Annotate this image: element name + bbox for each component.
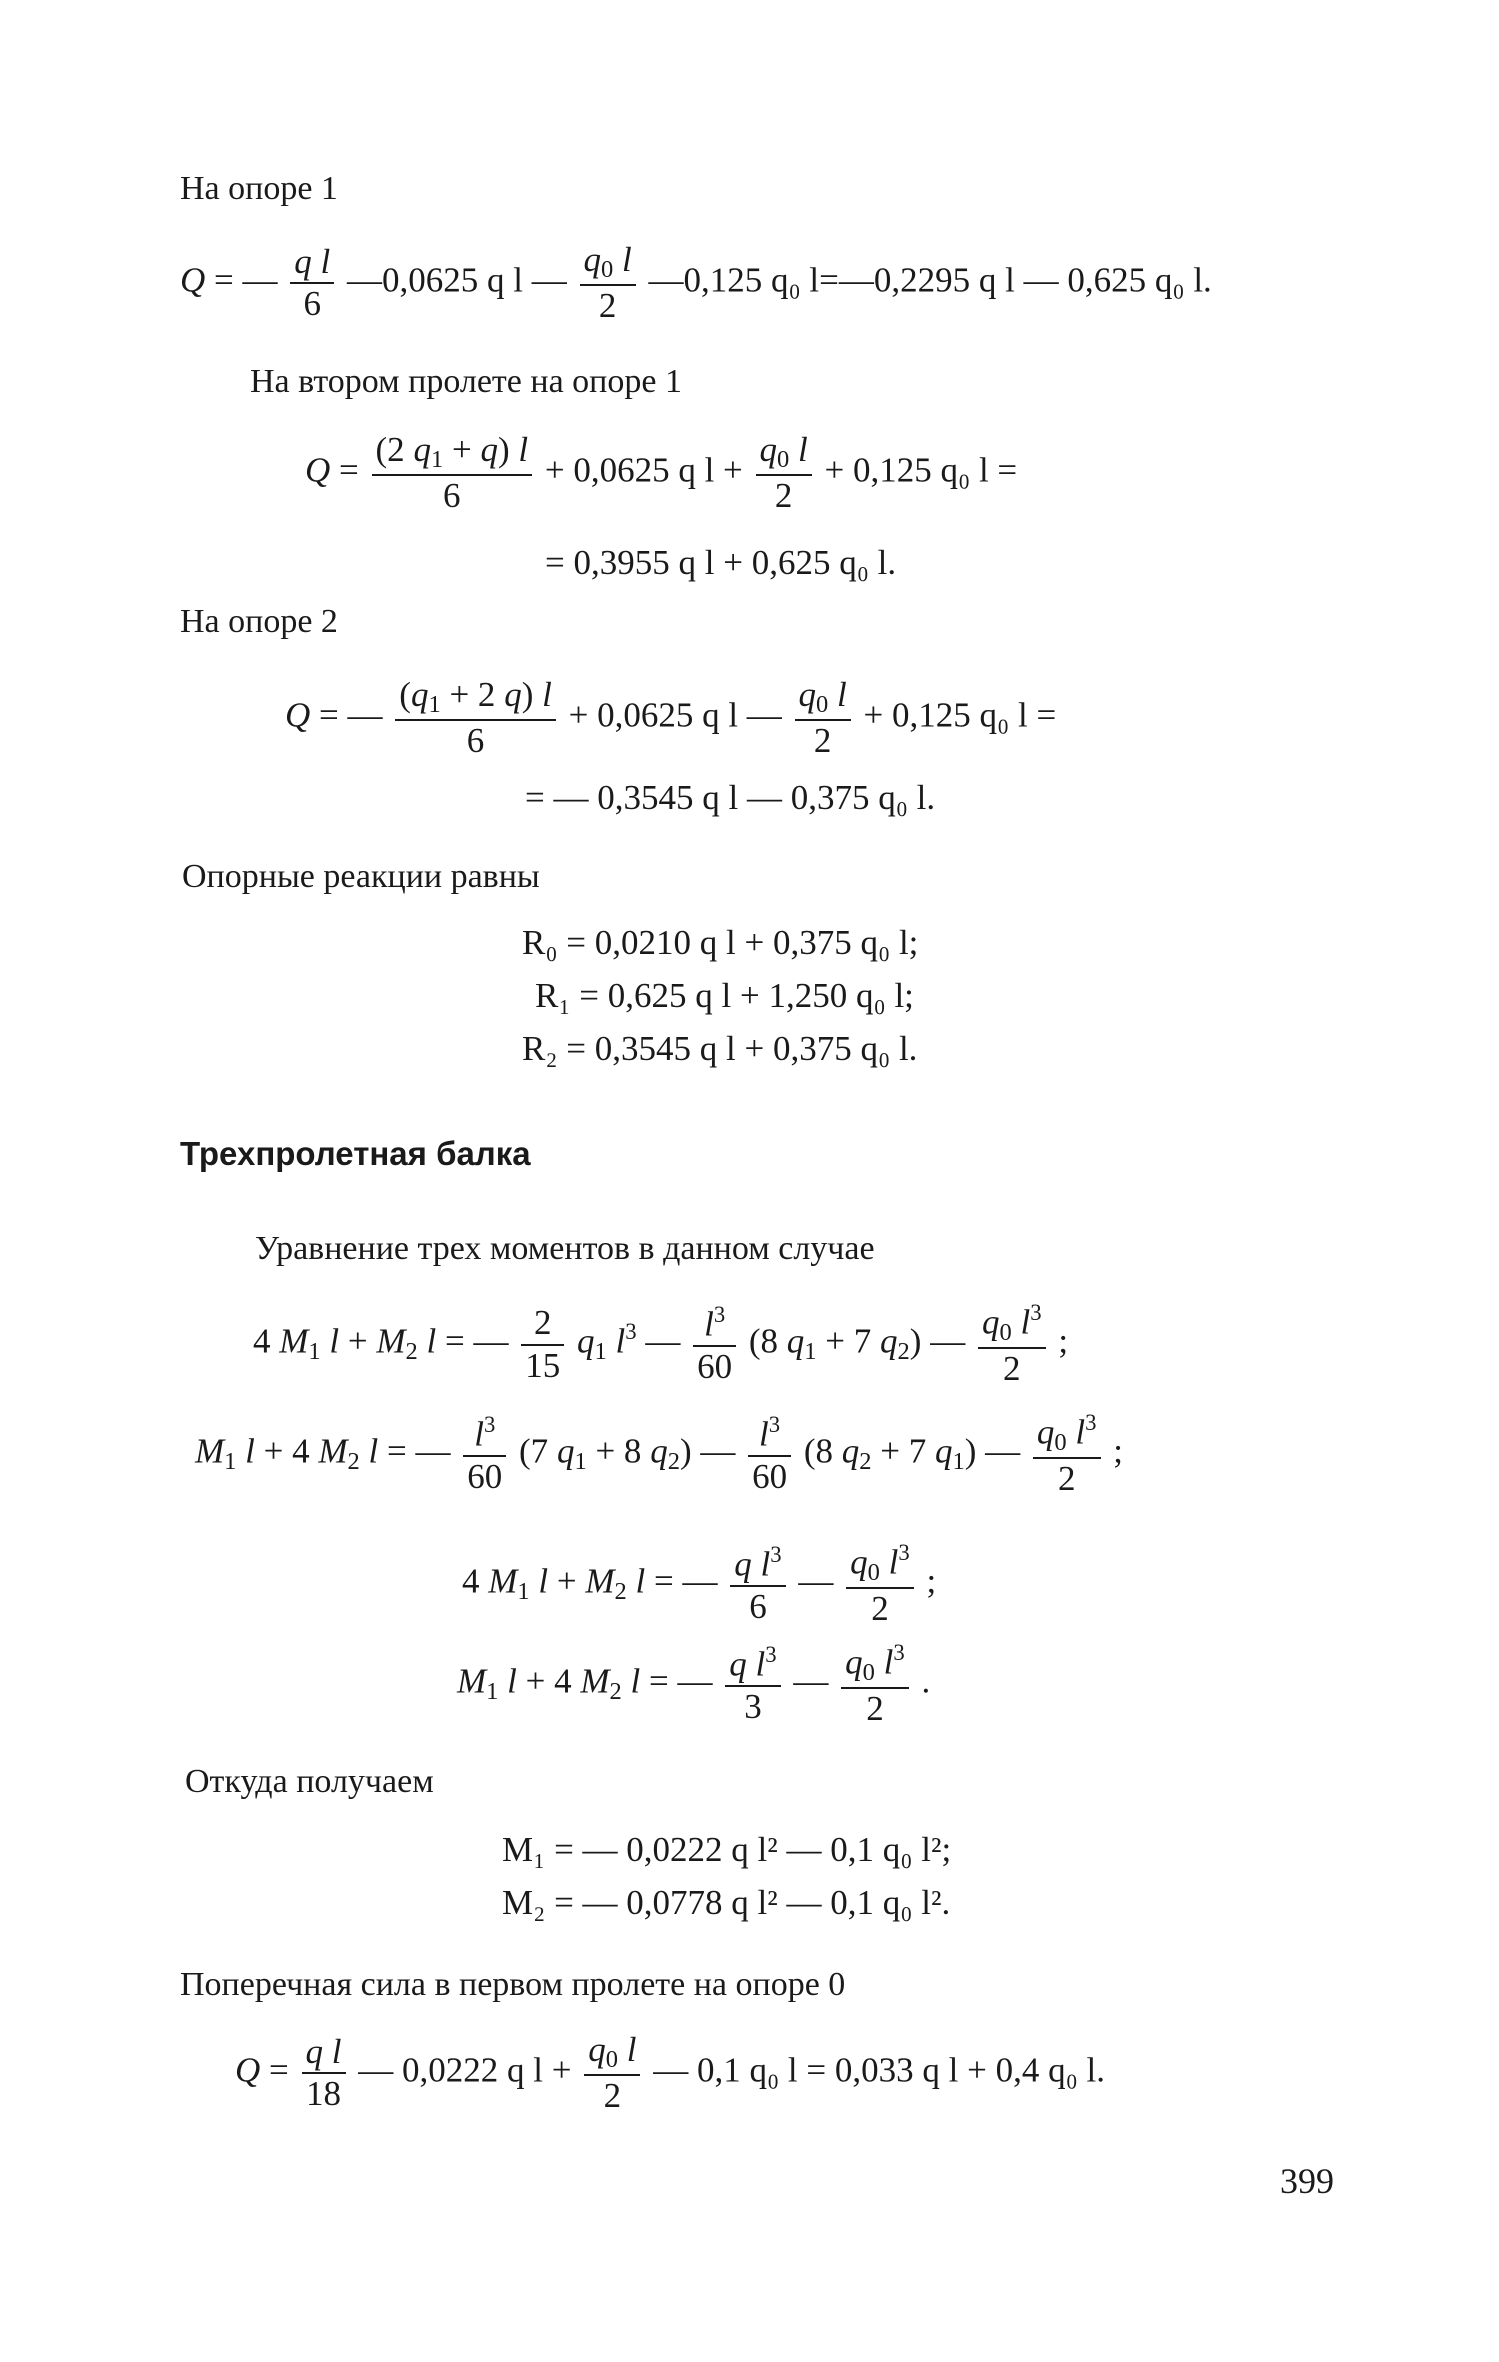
eq-term: —0,0625 q l — [347,260,567,300]
fraction: $\frac{q_0 l^3}{2}$ [846,1540,914,1629]
equation-three-moments-1: 4 $M_1$ $l + M_2$ l = — $\frac{2}{15}$ $q_1$ $l^3$ — $\frac{l^3}{60}$ (8 $q_1 + 7$ $q_2$) — $\frac{q_0 l^3}{2}$ ; [253,1300,1069,1388]
eq-term: — 0,1 q₀ l = 0,033 q l + 0,4 q₀ l. [653,2050,1106,2090]
label-three-moments: Уравнение трех моментов в данном случае [255,1230,875,1267]
fraction: $\frac{l^3}{60}$ [463,1412,506,1497]
equation-q-second-span: Q = $\frac{(2 q_1 + q) l}{6}$ + 0,0625 q l + $\frac{q_0 l}{2}$ + 0,125 q₀ l = [305,430,1018,516]
equation-three-moments-2: $M_1$ l + 4 $M_2$ l = — $\frac{l^3}{60}$ (7 $q_1 + 8$ $q_2$) — $\frac{l^3}{60}$ (8 $q_2 + 7$ $q_1$) — $\frac{q_0 l^3}{2}$ ; [195,1410,1123,1498]
equation-q-first-span: Q = $\frac{\text{q l}}{18}$ — 0,0222 q l + $\frac{q_0 l}{2}$ — 0,1 q₀ l = 0,033 q l + 0,4 q₀ l. [235,2030,1106,2116]
fraction: $\frac{(q_1 + 2 q) l}{6}$ [395,675,556,762]
eq-term: + 0,125 q₀ l = [863,695,1057,735]
fraction: $\frac{q_0 l}{2}$ [580,240,636,327]
equation-m1: M₁ = — 0,0222 q l² — 0,1 q₀ l²; [502,1830,952,1869]
equation-r0: R₀ = 0,0210 q l + 0,375 q₀ l; [522,923,919,962]
equation-q-support-1: Q = — $\frac{\text{q l}}{6}$ —0,0625 q l — $\frac{q_0 l}{2}$ —0,125 q₀ l=—0,2295 q l — 0,625 q₀ l. [180,240,1212,326]
label-support-2: На опоре 2 [180,603,338,640]
fraction: $\frac{q_0 l^3}{2}$ [1033,1410,1101,1499]
eq-term: + 0,0625 q l + [544,450,743,490]
fraction: $\frac{q_0 l}{2}$ [756,430,812,517]
fraction: $\frac{l^3}{60}$ [693,1302,736,1387]
eq-term: —0,125 q₀ l=—0,2295 q l — 0,625 q₀ l. [648,260,1212,300]
equation-q-support-2-result: = — 0,3545 q l — 0,375 q₀ l. [525,778,936,817]
fraction: $\frac{q_0 l}{2}$ [584,2030,640,2117]
label-support-1: На опоре 1 [180,170,338,207]
eq-term: + 0,125 q₀ l = [824,450,1018,490]
fraction: $\frac{q l^3}{3}$ [725,1642,780,1727]
equation-q-second-span-result: = 0,3955 q l + 0,625 q₀ l. [545,543,897,582]
fraction: $\frac{l^3}{60}$ [748,1412,791,1497]
equation-r2: R₂ = 0,3545 q l + 0,375 q₀ l. [522,1029,918,1068]
fraction: $\frac{\text{q l}}{18}$ [302,2032,346,2115]
page-number: 399 [1280,2161,1334,2201]
fraction: $\frac{q l^3}{6}$ [730,1542,785,1627]
label-from-where: Откуда получаем [185,1763,434,1800]
eq-term: + 0,0625 q l — [568,695,782,735]
equation-m2: M₂ = — 0,0778 q l² — 0,1 q₀ l². [502,1883,951,1922]
fraction: $\frac{\text{q l}}{6}$ [290,242,334,325]
fraction: $\frac{2}{15}$ [521,1303,564,1386]
label-shear-first-span: Поперечная сила в первом пролете на опоре 0 [180,1966,846,2003]
section-heading: Трехпролетная балка [180,1135,531,1172]
fraction: $\frac{(2 q_1 + q) l}{6}$ [372,430,533,517]
equation-q-support-2: Q = — $\frac{(q_1 + 2 q) l}{6}$ + 0,0625 q l — $\frac{q_0 l}{2}$ + 0,125 q₀ l = [285,675,1057,761]
fraction: $\frac{q_0 l^3}{2}$ [841,1640,909,1729]
label-second-span: На втором пролете на опоре 1 [250,363,682,400]
label-reactions: Опорные реакции равны [182,858,540,895]
fraction: $\frac{q_0 l}{2}$ [795,675,851,762]
fraction: $\frac{q_0 l^3}{2}$ [978,1300,1046,1389]
equation-r1: R₁ = 0,625 q l + 1,250 q₀ l; [535,976,914,1015]
equation-three-moments-3: 4 $M_1$ $l + M_2$ l = — $\frac{q l^3}{6}$ — $\frac{q_0 l^3}{2}$ ; [462,1540,937,1628]
equation-three-moments-4: $M_1$ l + 4 $M_2$ l = — $\frac{q l^3}{3}$ — $\frac{q_0 l^3}{2}$ . [457,1640,931,1728]
eq-term: — 0,0222 q l + [358,2050,572,2090]
